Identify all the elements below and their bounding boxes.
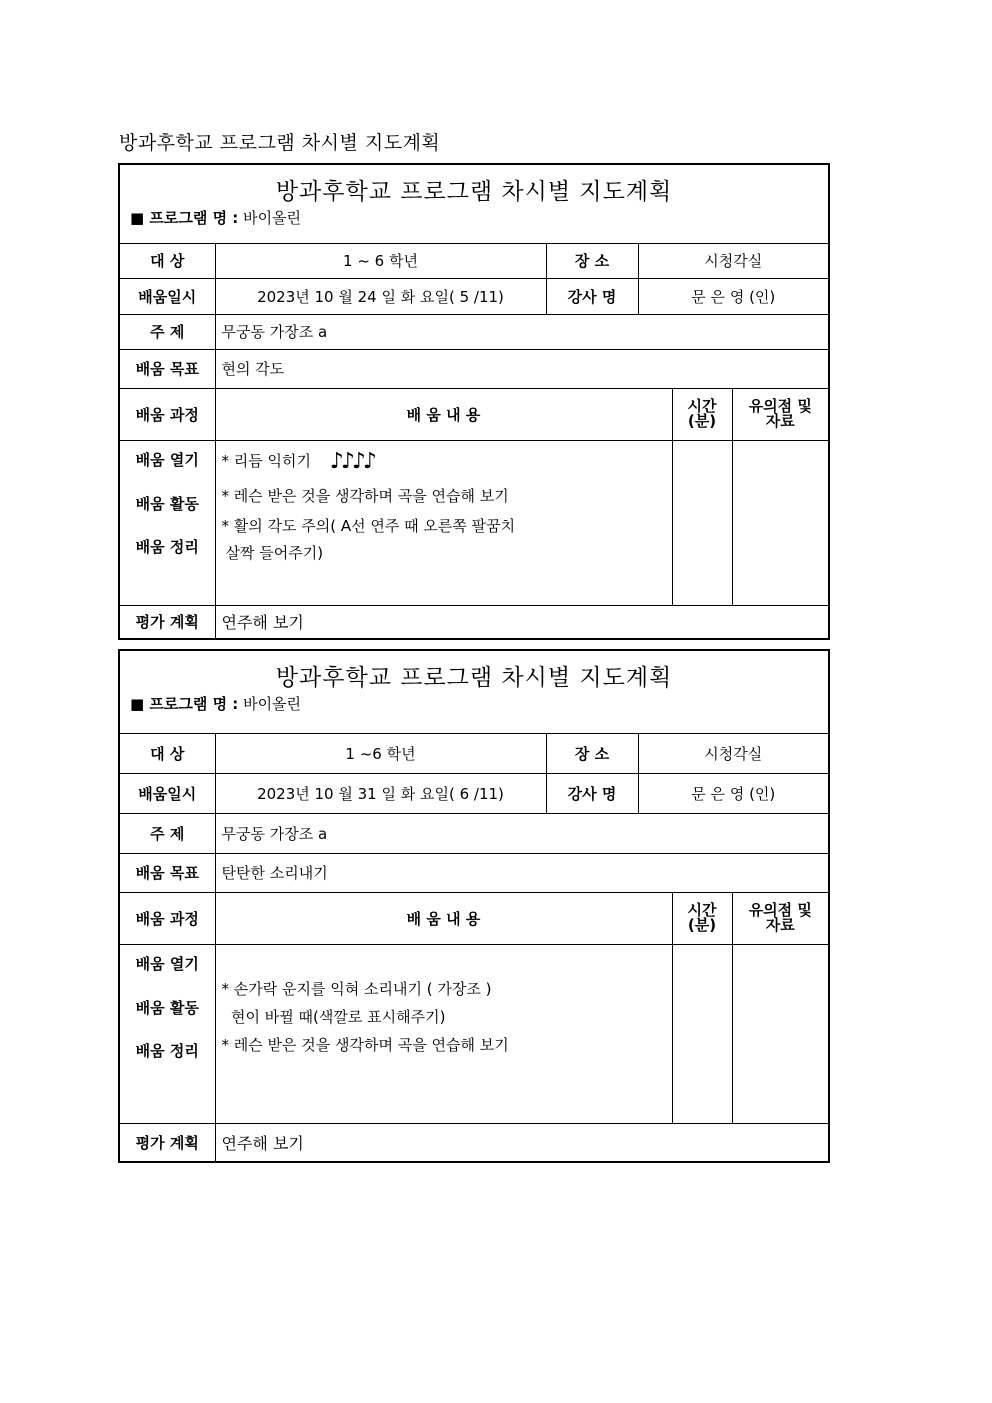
- content-line-1: * 손가락 운지를 익혀 소리내기 ( 가장조 ): [221, 979, 492, 998]
- notes-header: [732, 892, 829, 944]
- notes-label: 유의점 및: [748, 397, 812, 415]
- notes-label: 유의점 및: [748, 901, 812, 919]
- place-value: 시청각실: [638, 733, 829, 773]
- plan-header: [119, 650, 829, 733]
- place-value: 시청각실: [638, 243, 829, 278]
- date-value: 2023년 10 월 24 일 화 요일( 5 /11): [215, 278, 546, 314]
- target-value: 1 ~ 6 학년: [215, 243, 546, 278]
- content-body: [215, 440, 672, 605]
- time-header: [672, 892, 732, 944]
- stage-open: 배움 열기: [135, 954, 199, 973]
- eval-label: 평가 계획: [119, 605, 215, 639]
- plan-title: 방과후학교 프로그램 차시별 지도계획: [275, 179, 673, 205]
- content-line-1: * 리듬 익히기: [221, 451, 311, 470]
- program-name: 바이올린: [243, 209, 302, 227]
- content-label: 배 움 내 용: [215, 892, 672, 944]
- instructor-label: 강사 명: [546, 278, 638, 314]
- time-cell: [672, 440, 732, 605]
- process-label: 배움 과정: [119, 388, 215, 440]
- notes-label-2: 자료: [765, 412, 795, 430]
- theme-label: 주 제: [119, 813, 215, 853]
- eval-label: 평가 계획: [119, 1123, 215, 1162]
- lesson-plan-table-2: [118, 649, 830, 1163]
- theme-label: 주 제: [119, 314, 215, 349]
- plan-title: 방과후학교 프로그램 차시별 지도계획: [275, 665, 673, 691]
- goal-value: 탄탄한 소리내기: [215, 853, 829, 892]
- notes-cell: [732, 440, 829, 605]
- instructor-value: 문 은 영 (인): [638, 278, 829, 314]
- time-unit: (분): [687, 916, 717, 934]
- plan-header: [119, 164, 829, 243]
- time-label: 시간: [687, 397, 717, 415]
- process-label: 배움 과정: [119, 892, 215, 944]
- content-label: 배 움 내 용: [215, 388, 672, 440]
- eval-value: 연주해 보기: [215, 1123, 829, 1162]
- program-name: 바이올린: [243, 695, 302, 713]
- program-label: ■ 프로그램 명 :: [130, 209, 239, 227]
- time-header: [672, 388, 732, 440]
- goal-label: 배움 목표: [119, 853, 215, 892]
- date-value: 2023년 10 월 31 일 화 요일( 6 /11): [215, 773, 546, 813]
- music-notes-icon: ♪♪♪♪: [329, 448, 374, 474]
- theme-value: 무궁동 가장조 a: [215, 314, 829, 349]
- program-line: [120, 693, 828, 714]
- eval-value: 연주해 보기: [215, 605, 829, 639]
- content-line-3: * 레슨 받은 것을 생각하며 곡을 연습해 보기: [221, 1035, 509, 1054]
- time-cell: [672, 944, 732, 1123]
- notes-cell: [732, 944, 829, 1123]
- time-label: 시간: [687, 901, 717, 919]
- instructor-value: 문 은 영 (인): [638, 773, 829, 813]
- goal-label: 배움 목표: [119, 349, 215, 388]
- program-label: ■ 프로그램 명 :: [130, 695, 239, 713]
- goal-value: 현의 각도: [215, 349, 829, 388]
- place-label: 장 소: [546, 243, 638, 278]
- time-unit: (분): [687, 412, 717, 430]
- process-stages: [119, 944, 215, 1123]
- document-heading: 방과후학교 프로그램 차시별 지도계획: [119, 132, 441, 154]
- content-body: [215, 944, 672, 1123]
- stage-close: 배움 정리: [135, 1041, 199, 1060]
- stage-activity: 배움 활동: [135, 998, 199, 1017]
- notes-header: [732, 388, 829, 440]
- instructor-label: 강사 명: [546, 773, 638, 813]
- content-line-2: * 레슨 받은 것을 생각하며 곡을 연습해 보기: [221, 486, 509, 505]
- target-value: 1 ~6 학년: [215, 733, 546, 773]
- date-label: 배움일시: [119, 278, 215, 314]
- content-line-3: * 활의 각도 주의( A선 연주 때 오른쪽 팔꿈치: [221, 516, 516, 535]
- target-label: 대 상: [119, 243, 215, 278]
- lesson-plan-table-1: [118, 163, 830, 640]
- place-label: 장 소: [546, 733, 638, 773]
- content-line-4: 살짝 들어주기): [225, 543, 324, 562]
- content-line-2: 현이 바뀔 때(색깔로 표시해주기): [221, 1007, 446, 1026]
- target-label: 대 상: [119, 733, 215, 773]
- stage-activity: 배움 활동: [135, 494, 199, 513]
- stage-close: 배움 정리: [135, 537, 199, 556]
- process-stages: [119, 440, 215, 605]
- theme-value: 무궁동 가장조 a: [215, 813, 829, 853]
- program-line: [120, 207, 828, 228]
- date-label: 배움일시: [119, 773, 215, 813]
- stage-open: 배움 열기: [135, 450, 199, 469]
- notes-label-2: 자료: [765, 916, 795, 934]
